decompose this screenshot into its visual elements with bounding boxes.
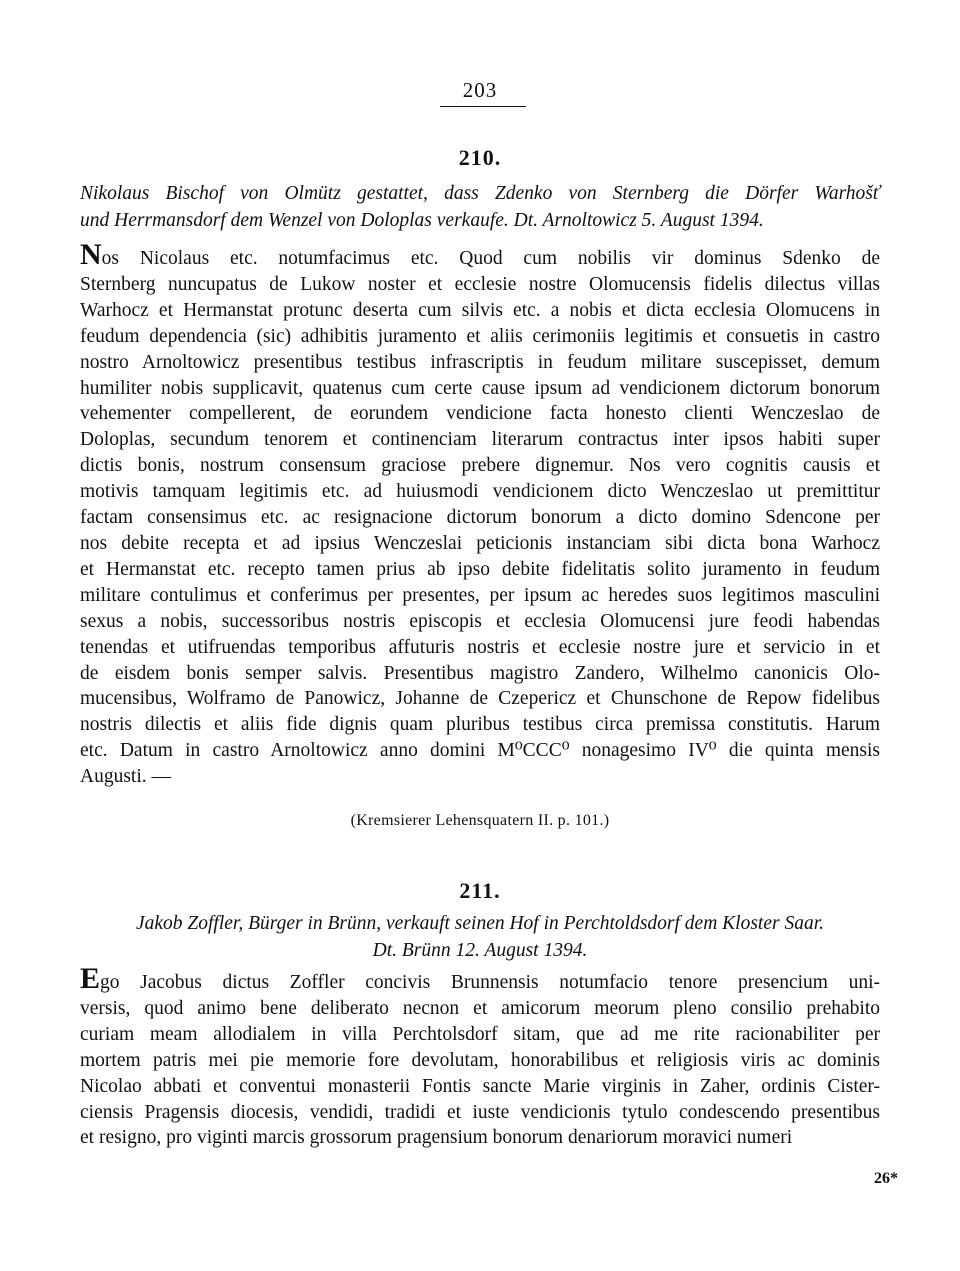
- body-line: mucensibus, Wolframo de Panowicz, Johanne de Czepericz et Chunschone de Repow fidelibus: [80, 688, 880, 710]
- body-line-text: go Jacobus dictus Zoffler concivis Brunnensis notumfacio tenore presencium uni-: [100, 972, 880, 993]
- body-line: versis, quod animo bene deliberato necnon et amicorum meorum pleno consilio prehabito: [80, 997, 880, 1019]
- body-line: Warhocz et Hermanstat protunc deserta cum silvis etc. a nobis et dicta ecclesia Olomucens in: [80, 299, 880, 321]
- title-line: Nikolaus Bischof von Olmütz gestattet, dass Zdenko von Sternberg die Dörfer Warhošť: [80, 183, 880, 204]
- body-line: ciensis Pragensis diocesis, vendidi, tradidi et iuste vendicionis tytulo condescendo presentibus: [80, 1101, 880, 1123]
- body-line: [80, 962, 880, 996]
- body-line: tenendas et utifruendas temporibus affuturis nostris et ecclesie nostre jure et servicio in et: [80, 636, 880, 658]
- body-line: dictis bonis, nostrum consensum graciose prebere dignemur. Nos vero cognitis causis et: [80, 455, 880, 477]
- document-page: [80, 0, 880, 1271]
- body-line: motivis tamquam legitimis etc. ad huiusmodi vendicionem dicto Wenczeslao ut premittitur: [80, 481, 880, 503]
- body-line: Augusti. —: [80, 766, 172, 788]
- title-line: Dt. Brünn 12. August 1394.: [372, 940, 588, 961]
- drop-initial: N: [80, 238, 102, 271]
- body-line: et resigno, pro viginti marcis grossorum pragensium bonorum denariorum moravici numeri: [80, 1127, 793, 1149]
- body-line: etc. Datum in castro Arnoltowicz anno domini M⁰CCC⁰ nonagesimo IV⁰ die quinta mensis: [80, 740, 880, 762]
- document-number: 210.: [458, 145, 502, 170]
- body-line: Nicolao abbati et conventui monasterii Fontis sancte Marie virginis in Zaher, ordinis Cister-: [80, 1075, 880, 1097]
- document-body: [80, 238, 880, 790]
- document-number: 211.: [459, 878, 501, 903]
- document-title: [80, 910, 880, 964]
- body-line: militare contulimus et conferimus per presentes, per ipsum ac heredes suos legitimos masculini: [80, 584, 880, 606]
- signature-mark: 26*: [874, 1170, 898, 1187]
- page-number-rule: [440, 106, 526, 107]
- body-line: Sternberg nuncupatus de Lukow noster et ecclesie nostre Olomucensis fidelis dilectus villas: [80, 273, 880, 295]
- drop-initial: E: [80, 962, 101, 995]
- body-line: nostro Arnoltowicz presentibus testibus infrascriptis in feudum militare suscepisset, demum: [80, 351, 880, 373]
- body-line: Doloplas, secundum tenorem et continenciam literarum contractus inter ipsos habiti super: [80, 429, 880, 451]
- body-line: feudum dependencia (sic) adhibitis juramento et aliis cerimoniis legitimis et consuetis in castro: [80, 325, 880, 347]
- body-line: et Hermanstat etc. recepto tamen prius ab ipso debite fidelitatis solito juramento in feudum: [80, 558, 880, 580]
- title-line: Jakob Zoffler, Bürger in Brünn, verkauft seinen Hof in Perchtoldsdorf dem Kloster Saar.: [135, 913, 825, 934]
- document-body: [80, 962, 880, 1151]
- document-title: [80, 180, 880, 234]
- body-line: curiam meam allodialem in villa Perchtolsdorf sitam, que ad me rite racionabiliter per: [80, 1023, 880, 1045]
- body-line-text: os Nicolaus etc. notumfacimus etc. Quod cum nobilis vir dominus Sdenko de: [101, 248, 880, 269]
- title-line: und Herrmansdorf dem Wenzel von Doloplas verkaufe. Dt. Arnoltowicz 5. August 1394.: [80, 210, 764, 231]
- source-citation: (Kremsierer Lehensquatern II. p. 101.): [350, 812, 610, 829]
- body-line: [80, 238, 880, 272]
- body-line: vehementer compellerent, de eorundem vendicione facta honesto clienti Wenczeslao de: [80, 403, 880, 425]
- body-line: nos debite recepta et ad ipsius Wenczeslai peticionis instanciam sibi dicta bona Warhocz: [80, 532, 880, 554]
- page-number: 203: [462, 78, 498, 102]
- body-line: de eisdem bonis semper salvis. Presentibus magistro Zandero, Wilhelmo canonicis Olo-: [80, 662, 880, 684]
- body-line: humiliter nobis supplicavit, quatenus cum certe cause ipsum ad vendicionem dictorum bonorum: [80, 377, 880, 399]
- body-line: sexus a nobis, successoribus nostris episcopis et ecclesia Olomucensi jure feodi habendas: [80, 610, 880, 632]
- body-line: mortem patris mei pie memorie fore devolutam, honorabilibus et religiosis viris ac dominis: [80, 1049, 880, 1071]
- body-line: factam consensimus etc. ac resignacione dictorum bonorum a dicto domino Sdencone per: [80, 507, 880, 529]
- body-line: nostris dilectis et aliis fide dignis quam pluribus testibus circa premissa constitutis. Harum: [80, 714, 880, 736]
